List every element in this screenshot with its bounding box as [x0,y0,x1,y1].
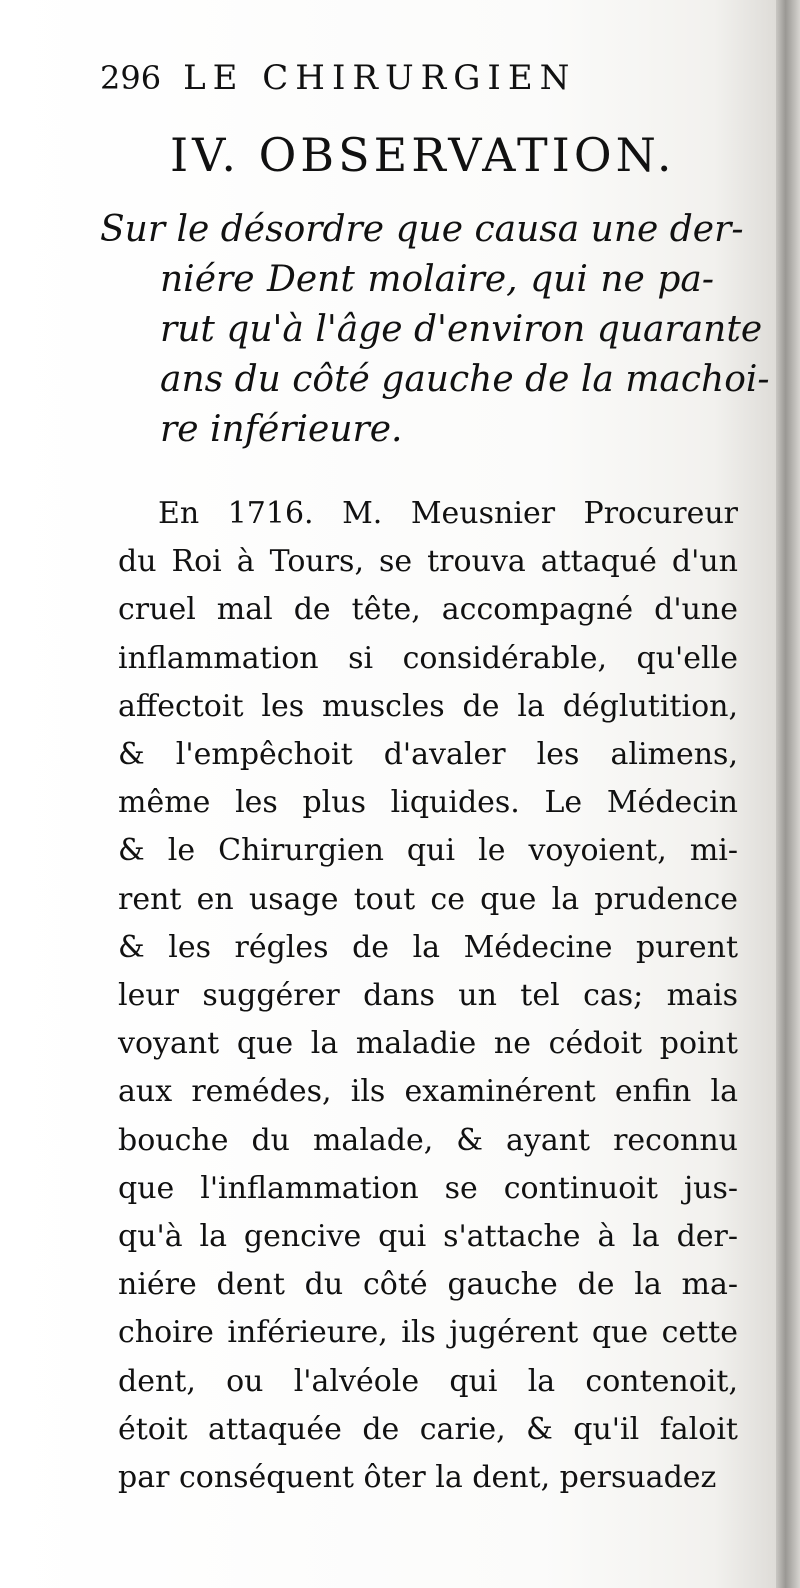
text-line: étoit attaquée de carie, & qu'il faloit [118,1411,738,1447]
section-subtitle [100,205,770,455]
text-line: niére dent du côté gauche de la ma- [118,1267,738,1303]
text-line: bouche du malade, & ayant reconnu [118,1122,738,1158]
subtitle-line: re inférieure. [160,409,403,450]
text-line: inflammation si considérable, qu'elle [118,640,738,676]
section-heading: IV. OBSERVATION. [170,128,676,182]
text-line: En 1716. M. Meusnier Procureur [158,496,738,531]
text-line: que l'inflammation se continuoit jus- [118,1170,738,1206]
running-head [100,58,700,98]
page-edge [776,0,800,1588]
text-line: du Roi à Tours, se trouva attaqué d'un [118,544,738,580]
subtitle-line: Sur le désordre que causa une der- [100,209,744,250]
page-number: 296 [100,59,162,97]
text-line: affectoit les muscles de la déglutition, [118,688,738,724]
body-text [118,490,738,1502]
subtitle-line: ans du côté gauche de la machoi- [160,359,770,400]
text-line: & l'empêchoit d'avaler les alimens, [118,737,738,773]
text-line: aux remédes, ils examinérent enfin la [118,1074,738,1110]
text-line: par conséquent ôter la dent, persuadez [118,1460,717,1496]
text-line: & les régles de la Médecine purent [118,929,738,965]
text-line: cruel mal de tête, accompagné d'une [118,592,738,628]
running-title: LE CHIRURGIEN [183,58,577,98]
subtitle-line: rut qu'à l'âge d'environ quarante [160,309,763,350]
text-line: dent, ou l'alvéole qui la contenoit, [118,1363,738,1399]
text-line: voyant que la maladie ne cédoit point [118,1026,738,1062]
text-line: qu'à la gencive qui s'attache à la der- [118,1219,738,1255]
subtitle-line: niére Dent molaire, qui ne pa- [160,259,714,300]
text-line: rent en usage tout ce que la prudence [118,881,738,917]
text-line: même les plus liquides. Le Médecin [118,785,738,821]
text-line: & le Chirurgien qui le voyoient, mi- [118,833,738,869]
text-line: choire inférieure, ils jugérent que cette [118,1315,738,1351]
text-line: leur suggérer dans un tel cas; mais [118,978,738,1014]
